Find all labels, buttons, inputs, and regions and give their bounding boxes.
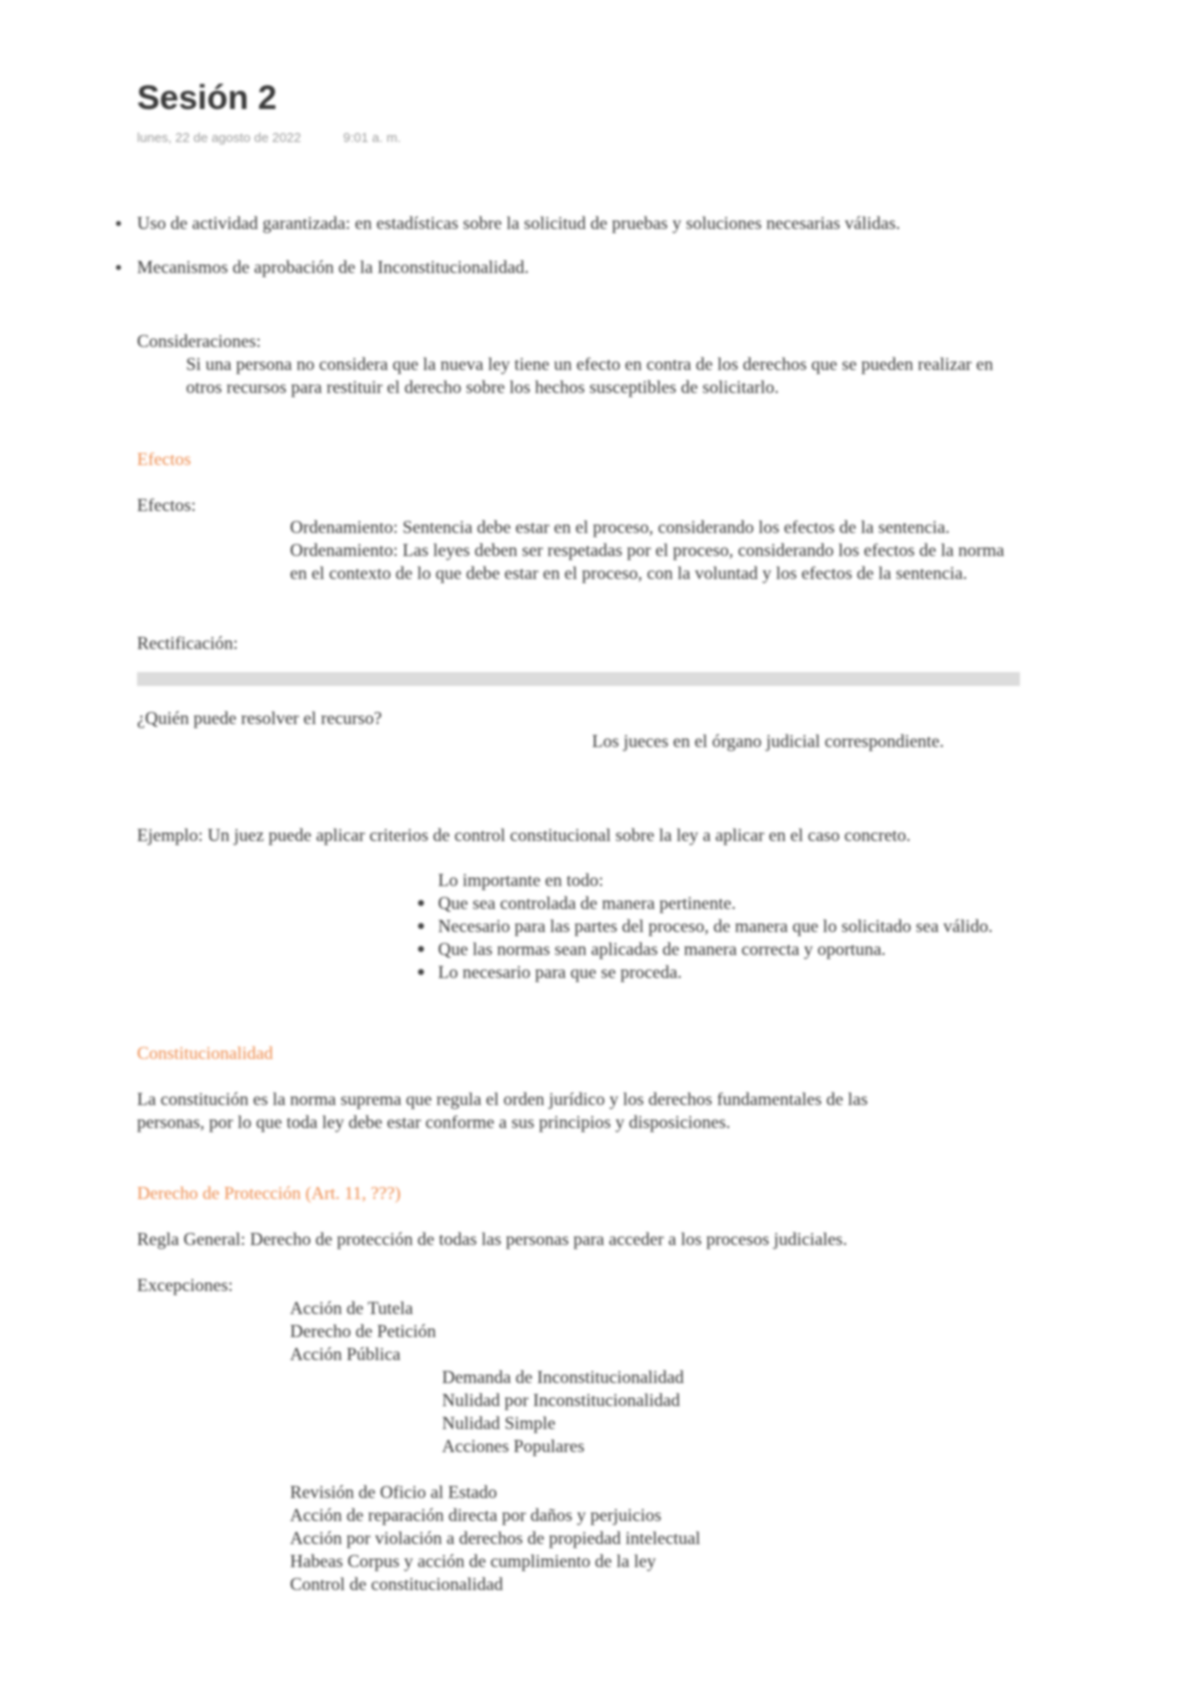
example-subtitle: Lo importante en todo:	[438, 870, 604, 890]
divider-bar	[137, 672, 1020, 686]
considerations-label: Consideraciones:	[137, 331, 261, 351]
page-title: Sesión 2	[137, 79, 277, 117]
list-item: Acción de reparación directa por daños y perjuicios	[290, 1505, 662, 1525]
list-item: Acciones Populares	[442, 1436, 585, 1456]
list-item: Nulidad Simple	[442, 1413, 556, 1433]
section-heading-effects: Efectos	[137, 449, 191, 469]
list-item: Que las normas sean aplicadas de manera correcta y oportuna.	[438, 938, 1020, 961]
exceptions-list-a	[290, 1297, 790, 1366]
example-text: Ejemplo: Un juez puede aplicar criterios de control constitucional sobre la ley a aplicar en el caso concreto.	[137, 825, 911, 845]
rectification-label: Rectificación:	[137, 633, 238, 653]
question-answer: Los jueces en el órgano judicial correspondiente.	[592, 731, 945, 751]
rights-rule-text: Regla General: Derecho de protección de todas las personas para acceder a los procesos judiciales.	[137, 1229, 848, 1249]
intro-bullet-list	[137, 212, 1007, 279]
list-item: Revisión de Oficio al Estado	[290, 1482, 497, 1502]
effects-text: Ordenamiento: Sentencia debe estar en el proceso, considerando los efectos de la sentencia. Ordenamiento: Las leyes deben ser respetadas por el proceso, considerando los efectos de la norma en el contexto de lo que debe estar en el proceso, con la voluntad y los efectos de la sentencia.	[290, 517, 1005, 583]
list-item: Habeas Corpus y acción de cumplimiento de la ley	[290, 1551, 656, 1571]
list-item: Nulidad por Inconstitucionalidad	[442, 1390, 680, 1410]
list-item: Acción Pública	[290, 1344, 401, 1364]
list-item: Control de constitucionalidad	[290, 1574, 503, 1594]
list-item: Mecanismos de aprobación de la Inconstitucionalidad.	[137, 256, 1007, 279]
section-heading-constitutional: Constitucionalidad	[137, 1043, 273, 1063]
effects-label: Efectos:	[137, 495, 196, 515]
list-item: Uso de actividad garantizada: en estadísticas sobre la solicitud de pruebas y soluciones necesarias válidas.	[137, 212, 1007, 235]
list-item: Demanda de Inconstitucionalidad	[442, 1367, 684, 1387]
list-item: Derecho de Petición	[290, 1321, 436, 1341]
list-item: Lo necesario para que se proceda.	[438, 961, 1020, 984]
constitutional-text: La constitución es la norma suprema que regula el orden jurídico y los derechos fundamentales de las personas, por lo que toda ley debe estar conforme a sus principios y disposiciones.	[137, 1089, 868, 1132]
note-time: 9:01 a. m.	[343, 130, 401, 145]
exceptions-list-b	[442, 1366, 942, 1458]
section-heading-rights: Derecho de Protección (Art. 11, ???)	[137, 1183, 401, 1203]
question-text: ¿Quién puede resolver el recurso?	[137, 708, 382, 728]
note-date: lunes, 22 de agosto de 2022	[137, 130, 302, 145]
considerations-text: Si una persona no considera que la nueva ley tiene un efecto en contra de los derechos que se pueden realizar en otros recursos para restituir el derecho sobre los hechos susceptibles de solicitarlo.	[186, 354, 994, 397]
list-item: Necesario para las partes del proceso, de manera que lo solicitado sea válido.	[438, 915, 1020, 938]
example-list	[438, 892, 1020, 984]
note-metadata	[137, 126, 401, 149]
list-item: Acción por violación a derechos de propiedad intelectual	[290, 1528, 701, 1548]
list-item: Acción de Tutela	[290, 1298, 413, 1318]
exceptions-label: Excepciones:	[137, 1275, 233, 1295]
exceptions-list-c	[290, 1481, 930, 1596]
list-item: Que sea controlada de manera pertinente.	[438, 892, 1020, 915]
